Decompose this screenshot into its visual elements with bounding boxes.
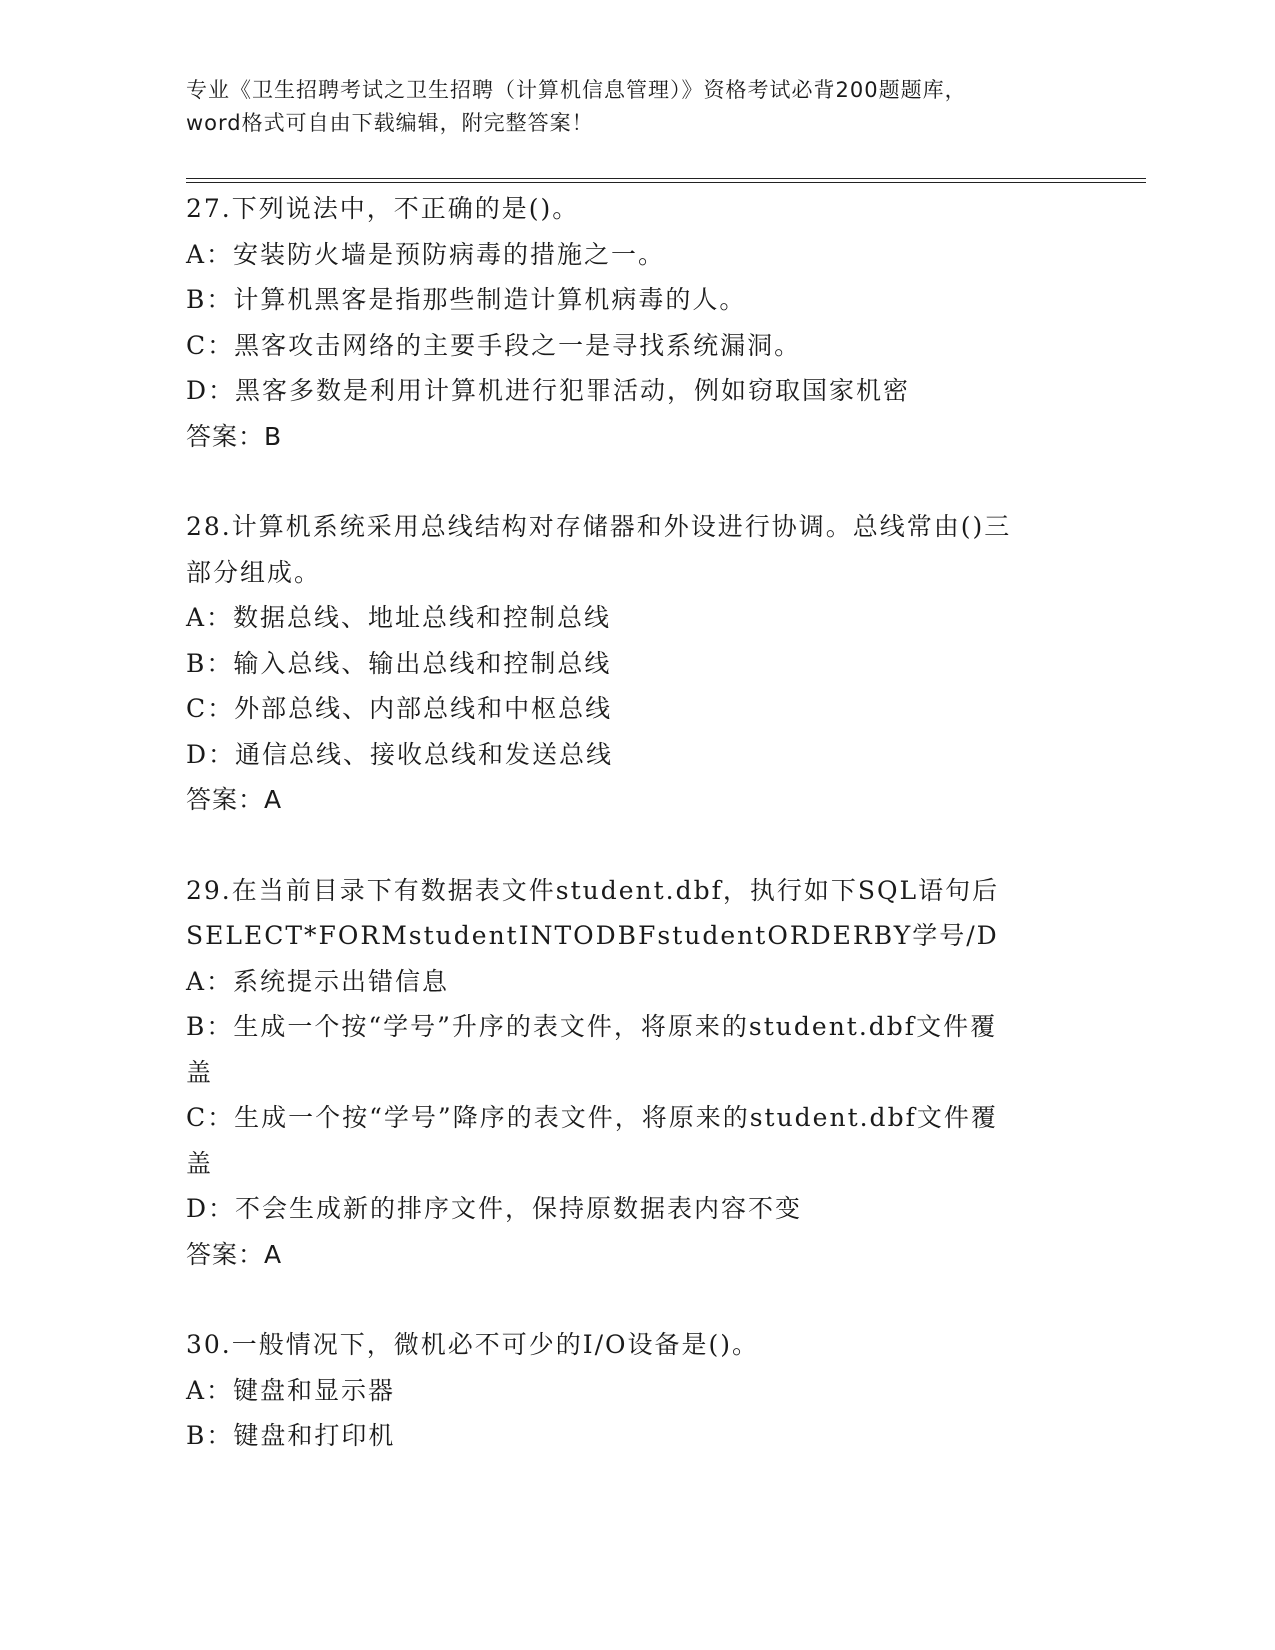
option-text: 盖 [186,1148,214,1178]
option-text: B：输入总线、输出总线和控制总线 [186,648,612,678]
header-line-2: word格式可自由下载编辑，附完整答案！ [186,111,594,135]
option-text: 盖 [186,1057,214,1087]
answer-text: 答案：A [186,1239,283,1269]
option-text: A：数据总线、地址总线和控制总线 [186,603,612,632]
question-spacer [186,1277,1086,1322]
option-text: A：键盘和显示器 [186,1375,396,1405]
question-spacer [186,459,1086,504]
question-block [186,868,1086,1278]
option-text: D：黑客多数是利用计算机进行犯罪活动，例如窃取国家机密 [186,376,911,405]
header-divider-top [186,178,1146,179]
header-line-1: 专业《卫生招聘考试之卫生招聘（计算机信息管理）》资格考试必背200题题库， [186,78,967,102]
question-spacer [186,823,1086,868]
header-divider-bottom [186,182,1146,183]
question-block [186,186,1086,459]
question-list [186,186,1086,1459]
option-text: B：生成一个按“学号”升序的表文件，将原来的student.dbf文件覆 [186,1012,998,1041]
option-text: C：黑客攻击网络的主要手段之一是寻找系统漏洞。 [186,330,802,360]
option-text: C：生成一个按“学号”降序的表文件，将原来的student.dbf文件覆 [186,1103,998,1132]
option-text: D：不会生成新的排序文件，保持原数据表内容不变 [186,1194,803,1223]
answer-text: 答案：A [186,785,283,814]
document-header [186,74,1086,140]
question-text: SELECT*FORMstudentINTODBFstudentORDERBY学号/D [186,921,999,950]
question-text: 30.一般情况下，微机必不可少的I/O设备是()。 [186,1330,760,1359]
question-block [186,1322,1086,1459]
question-text: 28.计算机系统采用总线结构对存储器和外设进行协调。总线常由()三 [186,512,1012,541]
option-text: B：键盘和打印机 [186,1421,396,1450]
option-text: A：系统提示出错信息 [186,966,450,996]
option-text: C：外部总线、内部总线和中枢总线 [186,694,613,723]
option-text: B：计算机黑客是指那些制造计算机病毒的人。 [186,285,747,314]
answer-text: 答案：B [186,421,283,451]
option-text: A：安装防火墙是预防病毒的措施之一。 [186,239,666,269]
question-block [186,504,1086,823]
question-text: 29.在当前目录下有数据表文件student.dbf，执行如下SQL语句后 [186,875,1000,905]
option-text: D：通信总线、接收总线和发送总线 [186,739,614,769]
question-text: 27.下列说法中，不正确的是()。 [186,194,580,223]
question-text: 部分组成。 [186,557,322,587]
